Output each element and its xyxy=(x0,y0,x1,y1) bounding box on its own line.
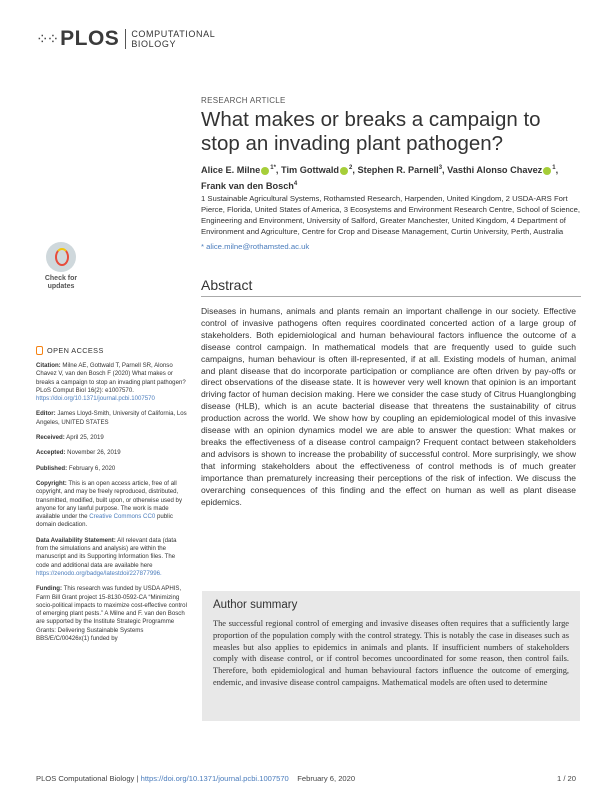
funding: Funding: This research was funded by USDA APHIS, Farm Bill Grant project 15-8130-0592-CA “Minimizing socio-political impacts to maximize cost-effective control of emerging plant pests.” A Milne and F. van den Bosch are supported by the Institute Strategic Programme Grants: Delivering Sustainable Systems BBS/E/C/00426x(1) funded by xyxy=(36,585,187,643)
received-date: Received: April 25, 2019 xyxy=(36,434,104,442)
footer-date: February 6, 2020 xyxy=(297,774,356,783)
abstract-divider xyxy=(201,296,581,297)
orcid-icon[interactable] xyxy=(340,167,348,175)
update-icon xyxy=(46,242,76,272)
copyright: Copyright: This is an open access article, free of all copyright, and may be freely reproduced, distributed, transmitted, modified, built upon, or otherwise used by anyone for any lawful purpose. The work is made available under the Creative Commons CC0 public domain dedication. xyxy=(36,479,182,529)
accepted-date: Accepted: November 26, 2019 xyxy=(36,449,121,457)
check-for-updates-badge[interactable]: Check for updates xyxy=(36,242,86,294)
open-access-label: OPEN ACCESS xyxy=(36,346,104,355)
plos-dots-icon: ⁘⁘ xyxy=(36,31,58,48)
open-lock-icon xyxy=(36,346,43,355)
zenodo-link[interactable]: https://zenodo.org/badge/latestdoi/227877996. xyxy=(36,569,162,577)
orcid-icon[interactable] xyxy=(543,167,551,175)
footer-journal: PLOS Computational Biology xyxy=(36,774,135,783)
cc0-link[interactable]: Creative Commons CC0 xyxy=(89,513,156,521)
article-metadata-sidebar xyxy=(36,362,188,650)
citation-doi-link[interactable]: https://doi.org/10.1371/journal.pcbi.1007570 xyxy=(36,395,155,403)
page-number: 1 / 20 xyxy=(557,774,576,783)
author[interactable]: Alice E. Milne $^{1*}$ xyxy=(201,165,276,176)
abstract-text: Diseases in humans, animals and plants remain an important challenge in our society. Effective control of invasive pathogens often requires coordinated concerted action of a large group of stakeholders. Both epidemiological and human behavioural factors influence the outcome of a disease control campaign. In mathematical models that are frequently used to guide such campaigns, human behaviour is often ill-represented, if at all. Existing models of human, animal and plant disease that do incorporate participation or compliance are often driven by pay-offs or direct observations of the disease state. It is however very well known that opinion is an important driving factor of human decision making. Here we consider the case study of Citrus Huanglongbing disease (HLB), which is an acute bacterial disease that threatens the sustainability of citrus production across the world. We show how by coupling an epidemiological model of this invasive disease with an opinion dynamics model we are able to answer the question: What makes or breaks the effectiveness of a disease control campaign? Frequent contact between stakeholders and advisors is shown to increase the probability of successful control. More surprisingly, we show that informing stakeholders about the effectiveness of control methods is of much greater importance than prematurely increasing their perceptions of the risk of infection. We discuss the overarching consequences of this finding and the effect on human as well as plant disease epidemics. xyxy=(201,306,576,507)
author[interactable]: Frank van den Bosch$^4$ xyxy=(201,181,298,192)
page-footer: PLOS Computational Biology | https://doi.org/10.1371/journal.pcbi.1007570 February 6, 2020 xyxy=(36,774,356,783)
article-title: What makes or breaks a campaign to stop an invading plant pathogen? xyxy=(201,108,541,155)
corresponding-email[interactable]: * alice.milne@rothamsted.ac.uk xyxy=(201,242,310,251)
author[interactable]: Tim Gottwald $^2$ xyxy=(281,165,353,176)
author[interactable]: Stephen R. Parnell$^3$ xyxy=(357,165,443,176)
journal-name: COMPUTATIONAL BIOLOGY xyxy=(131,29,216,49)
logo-divider xyxy=(125,29,126,49)
publisher-name: PLOS xyxy=(60,27,120,50)
orcid-icon[interactable] xyxy=(261,167,269,175)
editor: Editor: James Lloyd-Smith, University of California, Los Angeles, UNITED STATES xyxy=(36,410,187,426)
data-availability: Data Availability Statement: All relevant data (data from the simulations and analysis) are within the manuscript and its Supporting Information files. The code and additional data are available here https://zenodo.org/badge/latestdoi/227877996. xyxy=(36,536,177,577)
author-summary-heading: Author summary xyxy=(213,599,298,611)
article-type: RESEARCH ARTICLE xyxy=(201,96,286,105)
author-list: Alice E. Milne $^{1*}$, Tim Gottwald $^2$, Stephen R. Parnell$^3$, Vasthi Alonso Chavez $^1$, Frank van den Bosch$^4$ xyxy=(201,165,559,192)
journal-logo[interactable] xyxy=(36,27,215,51)
published-date: Published: February 6, 2020 xyxy=(36,464,116,472)
affiliations: 1 Sustainable Agricultural Systems, Rothamsted Research, Harpenden, United Kingdom, 2 USDA-ARS Fort Pierce, Florida, United States of America, 3 Ecosystems and Environment Research Centre, School of Science, Engineering and Environment, University of Salford, Greater Manchester, United Kingdom, 4 Department of Environment and Agriculture, Centre for Crop and Disease Management, Curtin University, Perth, Australia xyxy=(201,194,580,236)
citation: Citation: Milne AE, Gottwald T, Parnell SR, Alonso Chavez V, van den Bosch F (2020) What makes or breaks a campaign to stop an invading plant pathogen? PLoS Comput Biol 16(2): e1007570. https://doi.org/10.1371/journal.pcbi.1007570 xyxy=(36,362,186,403)
author[interactable]: Vasthi Alonso Chavez $^1$ xyxy=(447,165,556,176)
footer-doi-link[interactable]: https://doi.org/10.1371/journal.pcbi.1007570 xyxy=(140,774,289,783)
abstract-heading: Abstract xyxy=(201,277,253,293)
author-summary-text: The successful regional control of emerging and invasive diseases often requires that a sufficiently large proportion of the population comply with the control strategy. This is notably the case in diseases such as measles but also applies to epidemics in animals and plants. If insufficient numbers of stakeholders comply with disease control, or if control becomes uncoordinated for some reason, then control fails. Therefore, both epidemiological and human behavioural factors influence the outcome of emerging, endemic, and invasive disease control campaigns. Mathematical models are often used to determine xyxy=(213,619,569,687)
